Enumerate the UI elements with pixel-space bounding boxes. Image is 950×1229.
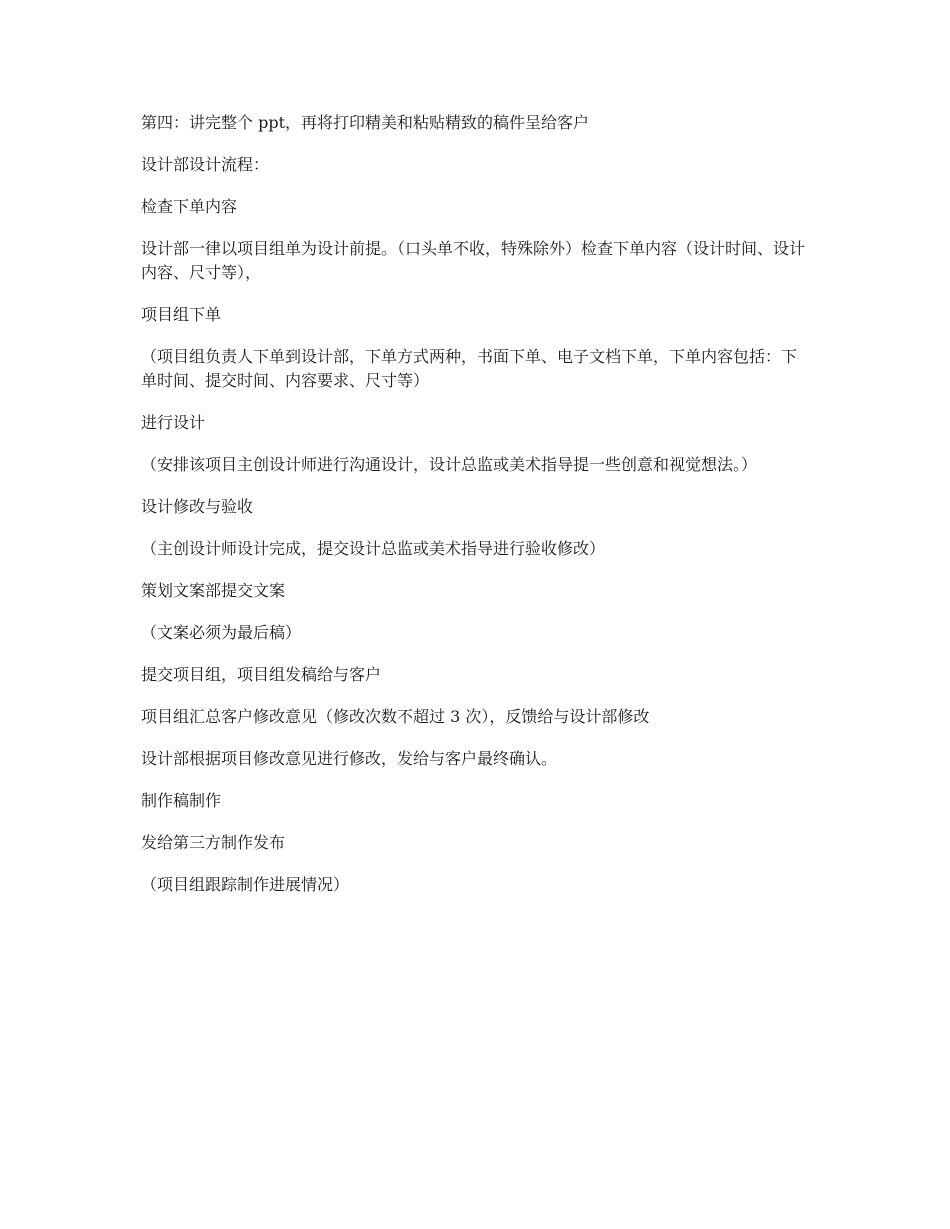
step-collect-client-feedback: 项目组汇总客户修改意见（修改次数不超过 3 次），反馈给与设计部修改 <box>141 707 650 726</box>
step-project-order: 项目组下单 <box>141 305 222 324</box>
heading-design-process: 设计部设计流程： <box>141 155 270 174</box>
paragraph-copywriting-detail: （文案必须为最后稿） <box>141 623 302 642</box>
paragraph-project-order-detail: （项目组负责人下单到设计部，下单方式两种，书面下单、电子文档下单，下单内容包括：下单时间、提交时间、内容要求、尺寸等） <box>141 347 798 390</box>
step-production-draft: 制作稿制作 <box>141 791 222 810</box>
paragraph-step-four: 第四：讲完整个 ppt，再将打印精美和粘贴精致的稿件呈给客户 <box>141 113 590 132</box>
step-submit-to-project-team: 提交项目组，项目组发稿给与客户 <box>141 665 382 684</box>
paragraph-track-progress: （项目组跟踪制作进展情况） <box>141 875 350 894</box>
step-third-party-release: 发给第三方制作发布 <box>141 833 286 852</box>
step-do-design: 进行设计 <box>141 413 206 432</box>
paragraph-revision-acceptance-detail: （主创设计师设计完成，提交设计总监或美术指导进行验收修改） <box>141 539 606 558</box>
paragraph-do-design-detail: （安排该项目主创设计师进行沟通设计，设计总监或美术指导提一些创意和视觉想法。） <box>141 455 758 474</box>
step-final-revision: 设计部根据项目修改意见进行修改，发给与客户最终确认。 <box>141 749 558 768</box>
document-body <box>141 111 811 915</box>
step-copywriting-submit: 策划文案部提交文案 <box>141 581 286 600</box>
step-check-order: 检查下单内容 <box>141 197 238 216</box>
step-revision-acceptance: 设计修改与验收 <box>141 497 254 516</box>
paragraph-check-order-detail: 设计部一律以项目组单为设计前提。（口头单不收，特殊除外）检查下单内容（设计时间、设计内容、尺寸等）， <box>141 239 806 282</box>
